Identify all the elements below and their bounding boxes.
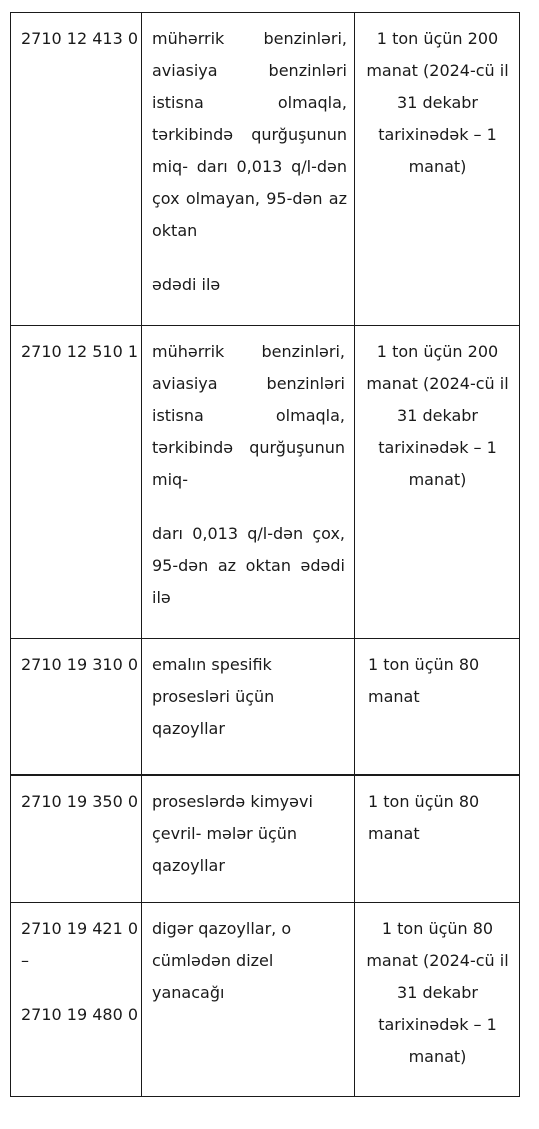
rate-cell [355,639,520,775]
table-row [11,326,520,639]
rate-text: 1 ton üçün 80 manat (2024-cü il 31 dekabr tarixinədək – 1 manat) [366,919,509,1066]
table-row [11,775,520,903]
tariff-table [10,12,520,1097]
rate-text: 1 ton üçün 200 manat (2024-cü il 31 dekabr tarixinədək – 1 manat) [366,342,509,489]
description-text: proseslərdə kimyəvi çevril- mələr üçün qazoyllar [152,791,313,875]
tariff-code: 2710 12 413 0 [21,29,139,48]
tariff-code-range-end: 2710 19 480 0 [21,1005,139,1024]
description-text: emalın spesifik prosesləri üçün qazoyllar [152,655,275,738]
tariff-code-range-start: 2710 19 421 0 – [21,919,139,970]
tariff-code-cell [11,639,142,775]
rate-cell [355,13,520,326]
description-text-continued: ədədi ilə [152,275,221,294]
table-row [11,639,520,775]
rate-cell [355,775,520,903]
rate-cell [355,903,520,1097]
description-cell [142,326,355,639]
tariff-code: 2710 19 310 0 [21,655,139,674]
tariff-code: 2710 19 350 0 [21,791,139,811]
rate-text: 1 ton üçün 200 manat (2024-cü il 31 dekabr tarixinədək – 1 manat) [366,29,509,176]
description-cell [142,775,355,903]
description-text: mühərrik benzinləri, aviasiya benzinləri istisna olmaqla, tərkibində qurğuşunun miq- [152,342,345,489]
description-cell [142,13,355,326]
tariff-code-cell [11,13,142,326]
description-cell [142,639,355,775]
rate-cell [355,326,520,639]
tariff-code-cell [11,326,142,639]
rate-text: 1 ton üçün 80 manat [368,655,480,706]
tariff-code-cell [11,775,142,903]
description-text-continued: darı 0,013 q/l-dən çox, 95-dən az oktan ədədi ilə [152,524,345,607]
table-row [11,903,520,1097]
tariff-code: 2710 12 510 1 [21,342,139,361]
description-text: digər qazoyllar, o cümlədən dizel yanacağı [152,919,292,1002]
rate-text: 1 ton üçün 80 manat [368,791,480,843]
table-row [11,13,520,326]
description-cell [142,903,355,1097]
description-text: mühərrik benzinləri, aviasiya benzinləri istisna olmaqla, tərkibində qurğuşunun miq- darı 0,013 q/l-dən çox olmayan, 95-dən az oktan [152,29,347,240]
tariff-code-cell [11,903,142,1097]
